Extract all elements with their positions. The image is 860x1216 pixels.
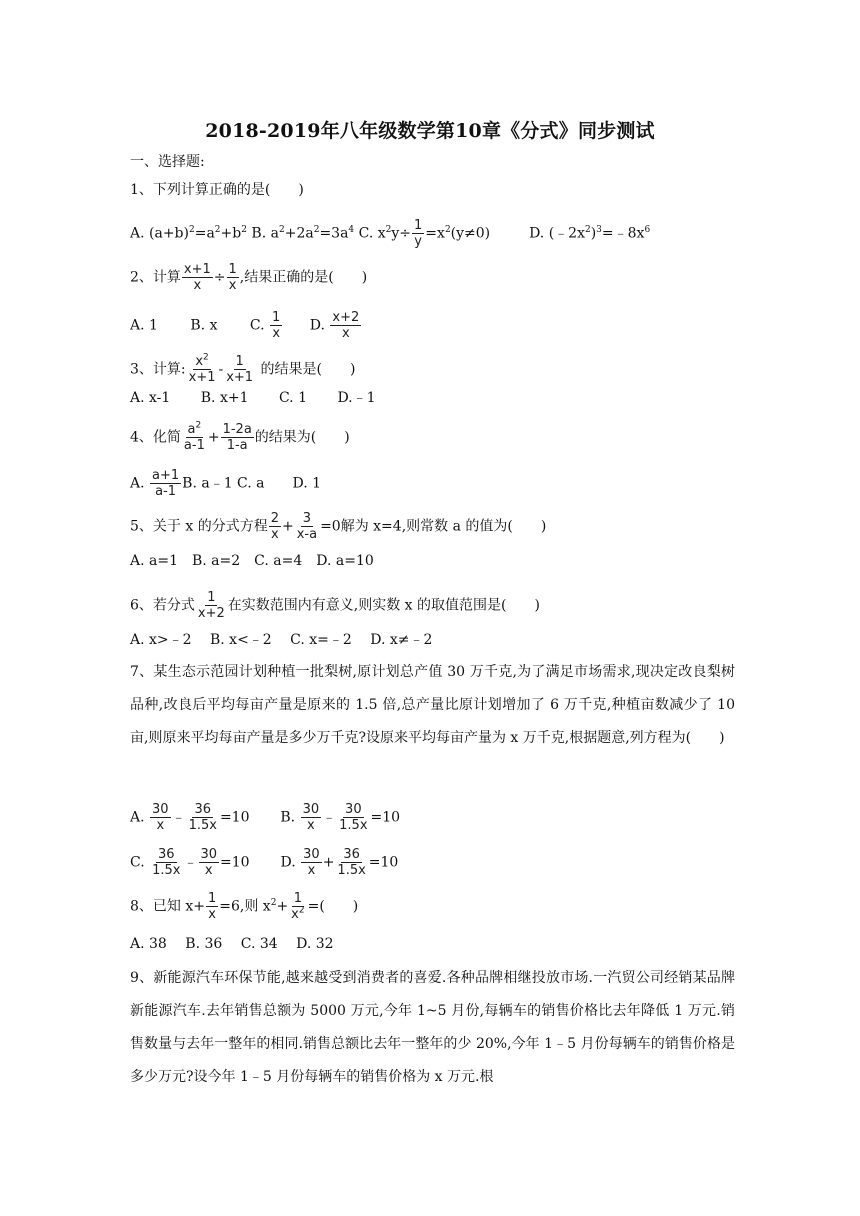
page-title: 2018-2019年八年级数学第10章《分式》同步测试 bbox=[205, 120, 655, 142]
question-8-options: A. 38 B. 36 C. 34 D. 32 bbox=[130, 936, 334, 952]
fraction: $\frac{30}{x}$ bbox=[152, 802, 169, 833]
fraction: $\frac{1}{x+1}$ bbox=[226, 354, 254, 385]
fraction: $\frac{1}{x}$ bbox=[228, 262, 237, 293]
fraction: $\frac{x^2}{x+1}$ bbox=[188, 352, 216, 385]
question-3-options: A. x-1 B. x+1 C. 1 D.﹣1 bbox=[130, 390, 376, 406]
fraction: $\frac{30}{x}$ bbox=[302, 802, 320, 833]
question-4-stem: 4、化简 $\frac{a^2}{a-1}$ + $\frac{1-2a}{1-a}$ 的结果为( ) bbox=[130, 420, 350, 453]
fraction: $\frac{x+2}{x}$ bbox=[332, 310, 360, 341]
fraction: $\frac{36}{1.5x}$ bbox=[337, 847, 366, 878]
fraction: $\frac{3}{x-a}$ bbox=[296, 511, 318, 542]
fraction: $\frac{30}{1.5x}$ bbox=[339, 802, 368, 833]
fraction: $\frac{1}{x}$ bbox=[272, 310, 281, 341]
fraction: $\frac{2}{x}$ bbox=[270, 511, 279, 542]
fraction: $\frac{1}{x}$ bbox=[207, 891, 217, 922]
question-3-stem: 3、计算: $\frac{x^2}{x+1}$ - $\frac{1}{x+1}$ 的结果是( ) bbox=[130, 352, 356, 385]
fraction: $\frac{1}{y}$ bbox=[414, 218, 423, 249]
section-heading: 一、选择题: bbox=[130, 154, 205, 170]
fraction: $\frac{30}{x}$ bbox=[303, 847, 320, 878]
fraction: $\frac{30}{x}$ bbox=[200, 847, 218, 878]
question-5-stem: 5、关于 x 的分式方程 $\frac{2}{x}$ + $\frac{3}{x-a}$ =0解为 x=4,则常数 a 的值为( ) bbox=[130, 511, 547, 542]
fraction: $\frac{36}{1.5x}$ bbox=[188, 802, 217, 833]
question-8-stem: 8、已知 x+ $\frac{1}{x}$ =6,则 $x^2+$ $\frac{1}{x^2}$ =( ) bbox=[130, 891, 359, 922]
question-2-stem: 2、计算 $\frac{x+1}{x}$ ÷ $\frac{1}{x}$ ,结果正确的是( ) bbox=[130, 262, 368, 293]
question-9-text: 9、新能源汽车环保节能,越来越受到消费者的喜爱.各种品牌相继投放市场.一汽贸公司经销某品牌新能源汽车.去年销售总额为 5000 万元,今年 1~5 月份,每辆车的销售价格比去年降低 1 万元.销售数量与去年一整年的相同.销售总额比去年一整年的少 20%,今年 1﹣5 月份每辆车的销售价格是多少万元?设今年 1﹣5 月份每辆车的销售价格为 x 万元.根 bbox=[130, 970, 735, 1085]
fraction: $\frac{1}{x+2}$ bbox=[197, 590, 225, 621]
question-2-options: A. 1 B. x C. $\frac{1}{x}$ D. $\frac{x+2}{x}$ bbox=[130, 310, 360, 341]
question-1-stem: 1、下列计算正确的是( ) bbox=[130, 182, 304, 198]
fraction: $\frac{a+1}{a-1}$ bbox=[152, 468, 180, 499]
question-4-options: A. $\frac{a+1}{a-1}$ B. a﹣1 C. a D. 1 bbox=[130, 468, 322, 499]
question-5-options: A. a=1 B. a=2 C. a=4 D. a=10 bbox=[130, 553, 374, 569]
fraction: $\frac{36}{1.5x}$ bbox=[152, 847, 181, 878]
question-1-options: A. $(a+b)^2=a^2+b^2$ B. $a^2+2a^2=3a^4$ C. $x^2y\div$ $\frac{1}{y}$ $=x^2(y\ne 0)$ D. $(﹣2x^2)^3=﹣8x^6$ bbox=[130, 218, 651, 249]
question-6-options: A. x>﹣2 B. x<﹣2 C. x=﹣2 D. x≠﹣2 bbox=[130, 632, 433, 648]
question-6-stem: 6、若分式 $\frac{1}{x+2}$ 在实数范围内有意义,则实数 x 的取值范围是( ) bbox=[130, 590, 540, 621]
question-7-options-cd: C. $\frac{36}{1.5x}$ ﹣ $\frac{30}{x}$ =10 D. $\frac{30}{x}$ + $\frac{36}{1.5x}$ =10 bbox=[130, 847, 399, 878]
question-7-options-ab: A. $\frac{30}{x}$ ﹣ $\frac{36}{1.5x}$ =10 B. $\frac{30}{x}$ ﹣ $\frac{30}{1.5x}$ =10 bbox=[130, 802, 401, 833]
fraction: $\frac{a^2}{a-1}$ bbox=[183, 420, 205, 453]
question-7-text: 7、某生态示范园计划种植一批梨树,原计划总产值 30 万千克,为了满足市场需求,现决定改良梨树品种,改良后平均每亩产量是原来的 1.5 倍,总产量比原计划增加了 6 万千克,种植亩数减少了 10 亩,则原来平均每亩产量是多少万千克?设原来平均每亩产量为 x 万千克,根据题意,列方程为( ) bbox=[130, 664, 735, 746]
fraction: $\frac{x+1}{x}$ bbox=[183, 262, 211, 293]
fraction: $\frac{1}{x^2}$ bbox=[291, 891, 305, 922]
fraction: $\frac{1-2a}{1-a}$ bbox=[222, 422, 252, 453]
